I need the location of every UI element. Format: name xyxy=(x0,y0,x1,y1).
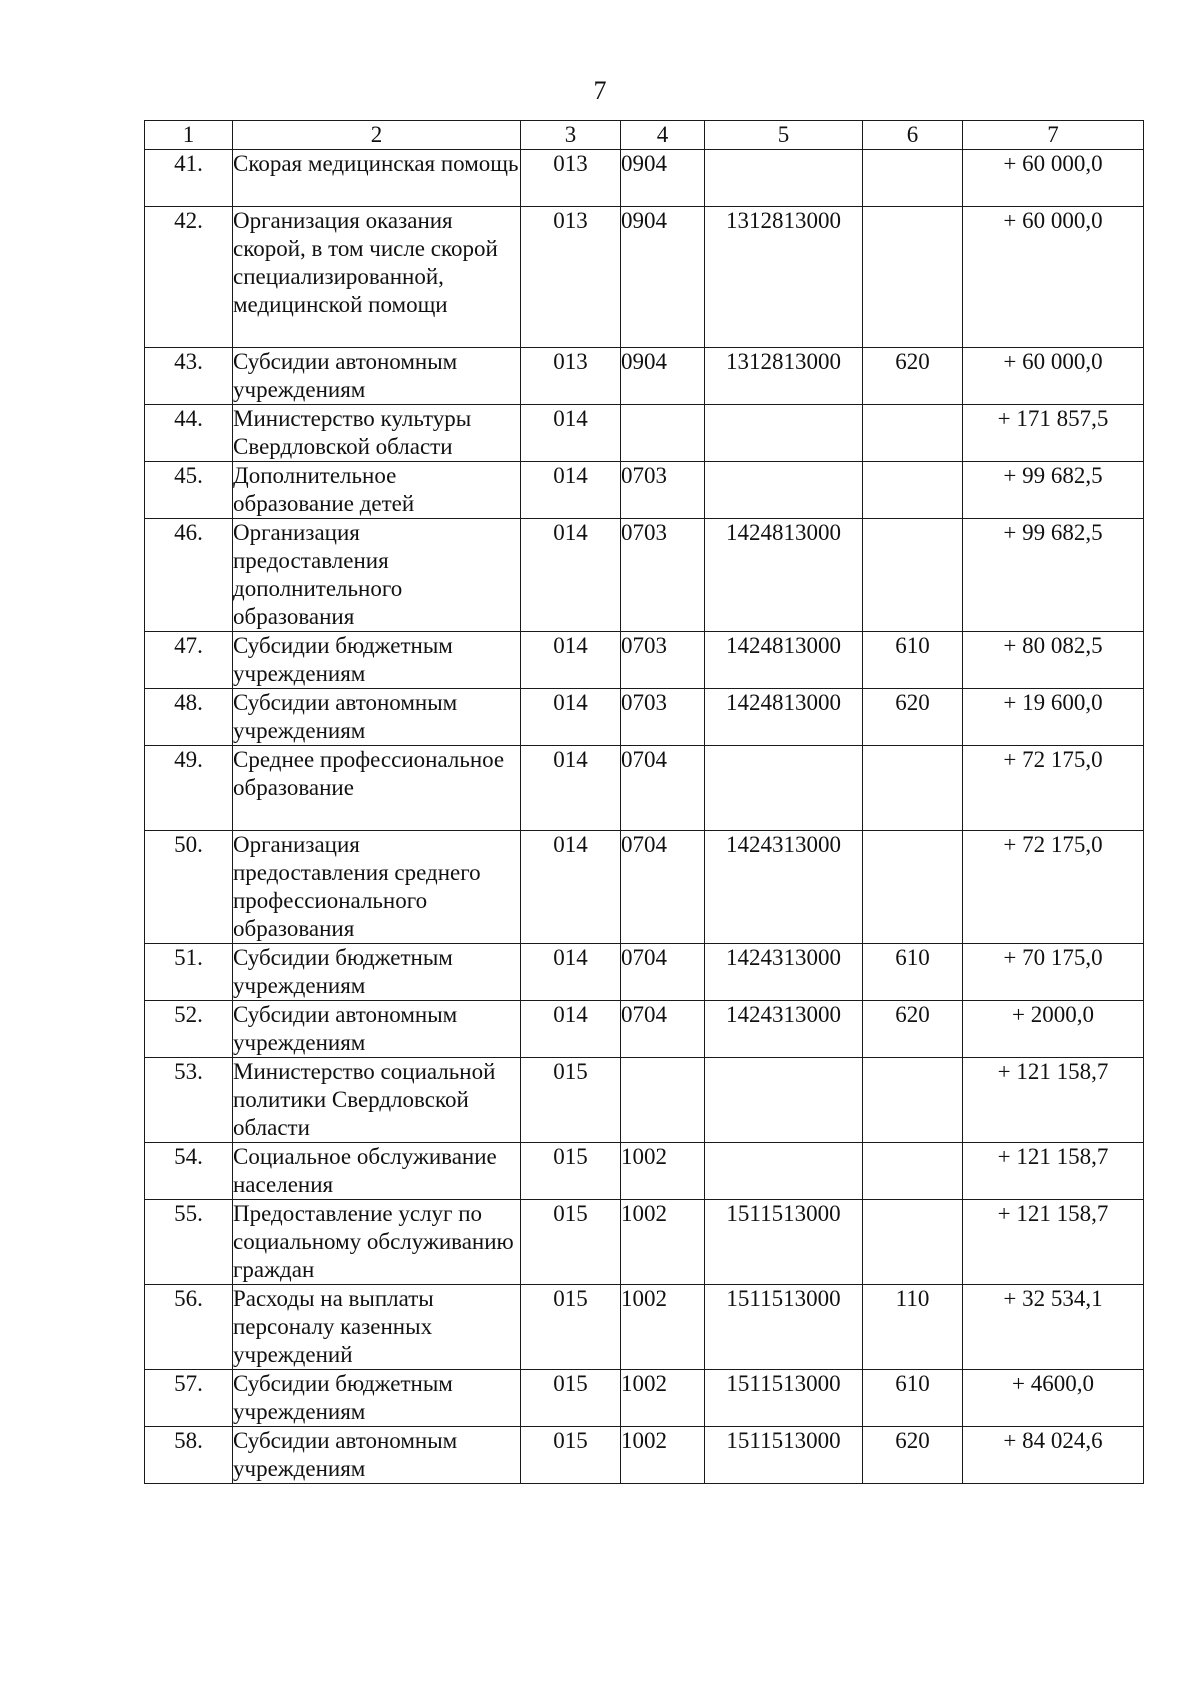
row-code-3: 014 xyxy=(521,405,621,462)
row-code-4: 0704 xyxy=(621,831,705,944)
column-header: 6 xyxy=(863,121,963,150)
row-code-4: 1002 xyxy=(621,1427,705,1484)
row-code-5: 1511513000 xyxy=(705,1427,863,1484)
row-code-5: 1424813000 xyxy=(705,689,863,746)
row-code-3: 015 xyxy=(521,1143,621,1200)
row-code-5: 1511513000 xyxy=(705,1285,863,1370)
row-code-4: 0703 xyxy=(621,632,705,689)
row-code-5: 1424813000 xyxy=(705,519,863,632)
row-code-3: 014 xyxy=(521,519,621,632)
row-amount: + 121 158,7 xyxy=(963,1200,1144,1285)
row-number: 41. xyxy=(145,150,233,207)
row-number: 52. xyxy=(145,1001,233,1058)
row-code-3: 013 xyxy=(521,207,621,348)
row-name: Организация оказания скорой, в том числе скорой специализированной, медицинской помощи xyxy=(233,207,521,348)
row-code-4: 0904 xyxy=(621,348,705,405)
row-name: Среднее профессиональное образование xyxy=(233,746,521,831)
row-code-4: 0704 xyxy=(621,1001,705,1058)
row-code-6: 110 xyxy=(863,1285,963,1370)
row-code-3: 014 xyxy=(521,831,621,944)
page-number: 7 xyxy=(593,76,607,105)
row-code-4: 0904 xyxy=(621,207,705,348)
row-name: Организация предоставления дополнительного образования xyxy=(233,519,521,632)
row-number: 46. xyxy=(145,519,233,632)
table-row xyxy=(145,462,1144,519)
row-number: 50. xyxy=(145,831,233,944)
row-amount: + 70 175,0 xyxy=(963,944,1144,1001)
row-number: 57. xyxy=(145,1370,233,1427)
row-number: 58. xyxy=(145,1427,233,1484)
table-row xyxy=(145,519,1144,632)
header-row xyxy=(145,121,1144,150)
row-number: 53. xyxy=(145,1058,233,1143)
row-amount: + 60 000,0 xyxy=(963,150,1144,207)
row-code-3: 015 xyxy=(521,1370,621,1427)
row-code-6 xyxy=(863,150,963,207)
row-amount: + 32 534,1 xyxy=(963,1285,1144,1370)
row-code-3: 015 xyxy=(521,1285,621,1370)
row-name: Министерство культуры Свердловской области xyxy=(233,405,521,462)
row-code-6 xyxy=(863,831,963,944)
row-code-3: 014 xyxy=(521,1001,621,1058)
row-amount: + 19 600,0 xyxy=(963,689,1144,746)
column-header: 1 xyxy=(145,121,233,150)
row-code-5 xyxy=(705,405,863,462)
row-name: Субсидии бюджетным учреждениям xyxy=(233,632,521,689)
row-code-5: 1424313000 xyxy=(705,1001,863,1058)
row-name: Субсидии бюджетным учреждениям xyxy=(233,1370,521,1427)
row-code-4: 1002 xyxy=(621,1370,705,1427)
row-code-6: 610 xyxy=(863,1370,963,1427)
row-code-6: 620 xyxy=(863,689,963,746)
row-code-6 xyxy=(863,405,963,462)
row-code-6 xyxy=(863,746,963,831)
row-code-3: 014 xyxy=(521,462,621,519)
row-name: Субсидии бюджетным учреждениям xyxy=(233,944,521,1001)
row-code-6: 610 xyxy=(863,944,963,1001)
budget-table xyxy=(144,120,1144,1484)
row-number: 43. xyxy=(145,348,233,405)
row-code-3: 014 xyxy=(521,944,621,1001)
table-row xyxy=(145,207,1144,348)
row-code-3: 015 xyxy=(521,1058,621,1143)
row-number: 42. xyxy=(145,207,233,348)
column-header: 3 xyxy=(521,121,621,150)
row-amount: + 72 175,0 xyxy=(963,831,1144,944)
table-row xyxy=(145,1200,1144,1285)
row-code-5 xyxy=(705,746,863,831)
row-code-5: 1312813000 xyxy=(705,207,863,348)
row-code-5 xyxy=(705,462,863,519)
row-code-5: 1424813000 xyxy=(705,632,863,689)
row-number: 51. xyxy=(145,944,233,1001)
table-row xyxy=(145,689,1144,746)
row-amount: + 121 158,7 xyxy=(963,1143,1144,1200)
table-row xyxy=(145,405,1144,462)
row-number: 47. xyxy=(145,632,233,689)
row-code-6: 620 xyxy=(863,1001,963,1058)
row-name: Субсидии автономным учреждениям xyxy=(233,1427,521,1484)
row-code-6 xyxy=(863,462,963,519)
row-code-3: 013 xyxy=(521,348,621,405)
row-code-5 xyxy=(705,150,863,207)
table-row xyxy=(145,1370,1144,1427)
row-name: Скорая медицинская помощь xyxy=(233,150,521,207)
column-header: 7 xyxy=(963,121,1144,150)
row-code-5: 1424313000 xyxy=(705,944,863,1001)
row-code-4: 0703 xyxy=(621,519,705,632)
row-code-4: 0703 xyxy=(621,462,705,519)
row-amount: + 84 024,6 xyxy=(963,1427,1144,1484)
row-code-6 xyxy=(863,519,963,632)
row-name: Социальное обслуживание населения xyxy=(233,1143,521,1200)
table-row xyxy=(145,831,1144,944)
row-number: 49. xyxy=(145,746,233,831)
table-row xyxy=(145,1285,1144,1370)
row-amount: + 72 175,0 xyxy=(963,746,1144,831)
row-code-4: 0904 xyxy=(621,150,705,207)
row-number: 56. xyxy=(145,1285,233,1370)
row-name: Организация предоставления среднего профессионального образования xyxy=(233,831,521,944)
row-name: Министерство социальной политики Свердловской области xyxy=(233,1058,521,1143)
row-code-6 xyxy=(863,1143,963,1200)
row-code-3: 014 xyxy=(521,746,621,831)
row-code-6 xyxy=(863,1058,963,1143)
row-amount: + 60 000,0 xyxy=(963,348,1144,405)
row-code-5: 1511513000 xyxy=(705,1200,863,1285)
column-header: 2 xyxy=(233,121,521,150)
table-row xyxy=(145,348,1144,405)
row-code-3: 015 xyxy=(521,1200,621,1285)
row-amount: + 171 857,5 xyxy=(963,405,1144,462)
row-code-4: 1002 xyxy=(621,1285,705,1370)
row-code-5 xyxy=(705,1058,863,1143)
row-number: 45. xyxy=(145,462,233,519)
column-header: 4 xyxy=(621,121,705,150)
row-name: Субсидии автономным учреждениям xyxy=(233,1001,521,1058)
row-number: 54. xyxy=(145,1143,233,1200)
table-row xyxy=(145,1001,1144,1058)
row-code-4: 1002 xyxy=(621,1200,705,1285)
row-name: Расходы на выплаты персоналу казенных учреждений xyxy=(233,1285,521,1370)
row-code-4: 1002 xyxy=(621,1143,705,1200)
row-amount: + 99 682,5 xyxy=(963,519,1144,632)
row-number: 55. xyxy=(145,1200,233,1285)
row-number: 44. xyxy=(145,405,233,462)
row-name: Субсидии автономным учреждениям xyxy=(233,348,521,405)
row-name: Субсидии автономным учреждениям xyxy=(233,689,521,746)
table-row xyxy=(145,944,1144,1001)
column-header: 5 xyxy=(705,121,863,150)
table-row xyxy=(145,1058,1144,1143)
table-row xyxy=(145,1143,1144,1200)
row-amount: + 121 158,7 xyxy=(963,1058,1144,1143)
row-code-4 xyxy=(621,1058,705,1143)
table-row xyxy=(145,746,1144,831)
row-amount: + 4600,0 xyxy=(963,1370,1144,1427)
table-row xyxy=(145,632,1144,689)
table-row xyxy=(145,1427,1144,1484)
row-code-3: 014 xyxy=(521,632,621,689)
table-row xyxy=(145,150,1144,207)
row-code-3: 013 xyxy=(521,150,621,207)
row-code-6 xyxy=(863,207,963,348)
row-code-6: 620 xyxy=(863,348,963,405)
row-amount: + 2000,0 xyxy=(963,1001,1144,1058)
row-code-6 xyxy=(863,1200,963,1285)
row-code-4 xyxy=(621,405,705,462)
row-code-4: 0704 xyxy=(621,746,705,831)
row-code-5 xyxy=(705,1143,863,1200)
row-number: 48. xyxy=(145,689,233,746)
row-code-5: 1312813000 xyxy=(705,348,863,405)
row-code-4: 0703 xyxy=(621,689,705,746)
row-code-4: 0704 xyxy=(621,944,705,1001)
row-name: Предоставление услуг по социальному обслуживанию граждан xyxy=(233,1200,521,1285)
row-code-5: 1424313000 xyxy=(705,831,863,944)
row-amount: + 99 682,5 xyxy=(963,462,1144,519)
row-amount: + 80 082,5 xyxy=(963,632,1144,689)
row-code-6: 620 xyxy=(863,1427,963,1484)
row-code-3: 015 xyxy=(521,1427,621,1484)
row-code-5: 1511513000 xyxy=(705,1370,863,1427)
row-code-3: 014 xyxy=(521,689,621,746)
row-name: Дополнительное образование детей xyxy=(233,462,521,519)
row-code-6: 610 xyxy=(863,632,963,689)
row-amount: + 60 000,0 xyxy=(963,207,1144,348)
